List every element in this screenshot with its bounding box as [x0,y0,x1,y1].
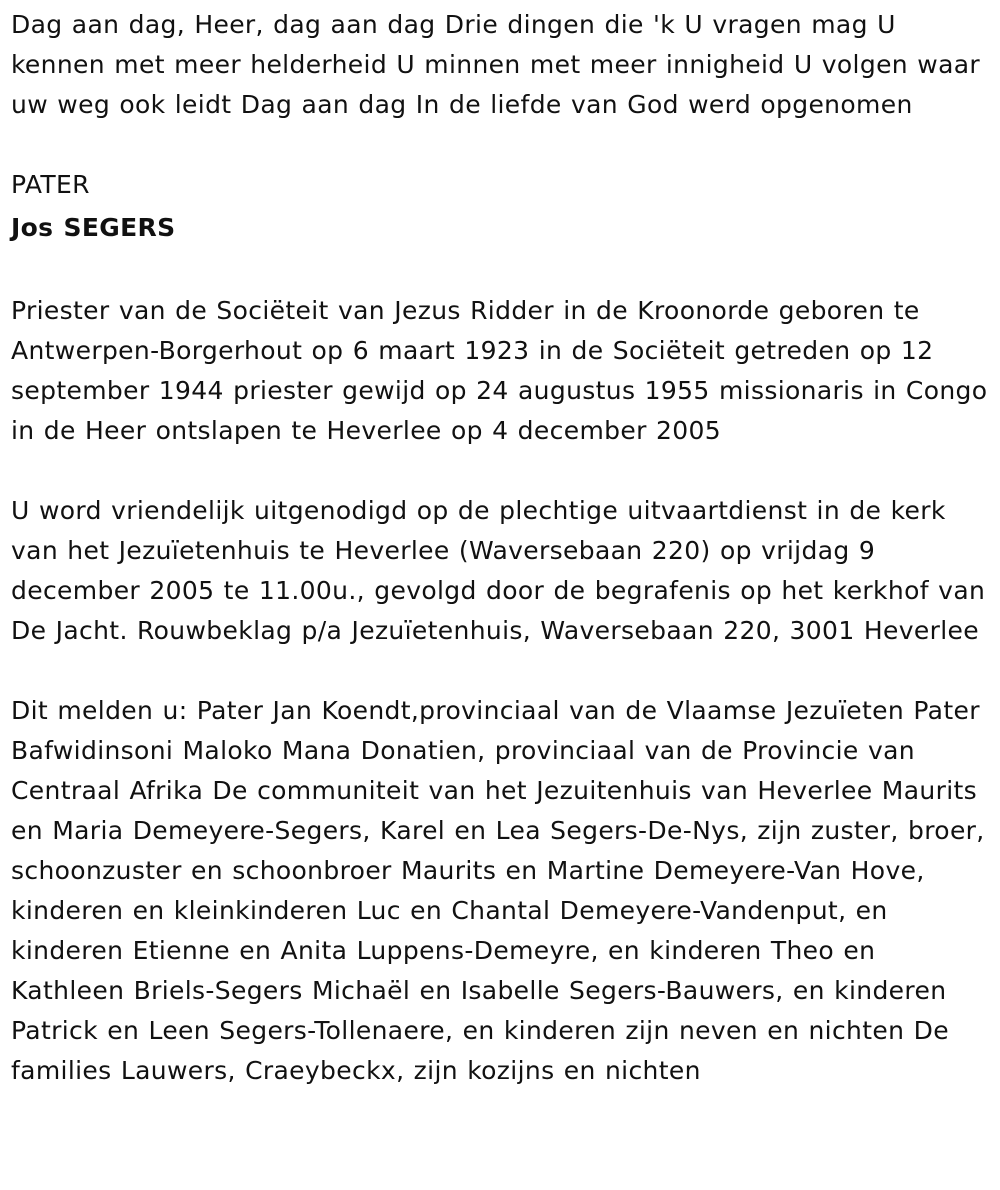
deceased-name: Jos SEGERS [11,213,176,242]
title-label: PATER [11,170,90,199]
obituary-document [11,5,993,1091]
spacer [11,651,993,691]
verse-paragraph: Dag aan dag, Heer, dag aan dag Drie dingen die 'k U vragen mag U kennen met meer helderheid U minnen met meer innigheid U volgen waar uw weg ook leidt Dag aan dag In de liefde van God werd opgenomen [11,10,981,119]
spacer [11,251,993,291]
biography-paragraph: Priester van de Sociëteit van Jezus Ridder in de Kroonorde geboren te Antwerpen-Borgerhout op 6 maart 1923 in de Sociëteit getreden op 12 september 1944 priester gewijd op 24 augustus 1955 missionaris in Congo in de Heer ontslapen te Heverlee op 4 december 2005 [11,296,988,445]
spacer [11,125,993,165]
announcement-paragraph: Dit melden u: Pater Jan Koendt,provinciaal van de Vlaamse Jezuïeten Pater Bafwidinsoni Maloko Mana Donatien, provinciaal van de Provincie van Centraal Afrika De communiteit van het Jezuitenhuis van Heverlee Maurits en Maria Demeyere-Segers, Karel en Lea Segers-De-Nys, zijn zuster, broer, schoonzuster en schoonbroer Maurits en Martine Demeyere-Van Hove, kinderen en kleinkinderen Luc en Chantal Demeyere-Vandenput, en kinderen Etienne en Anita Luppens-Demeyre, en kinderen Theo en Kathleen Briels-Segers Michaël en Isabelle Segers-Bauwers, en kinderen Patrick en Leen Segers-Tollenaere, en kinderen zijn neven en nichten De families Lauwers, Craeybeckx, zijn kozijns en nichten [11,696,985,1085]
spacer [11,451,993,491]
invitation-paragraph: U word vriendelijk uitgenodigd op de plechtige uitvaartdienst in de kerk van het Jezuïetenhuis te Heverlee (Waversebaan 220) op vrijdag 9 december 2005 te 11.00u., gevolgd door de begrafenis op het kerkhof van De Jacht. Rouwbeklag p/a Jezuïetenhuis, Waversebaan 220, 3001 Heverlee [11,496,986,645]
